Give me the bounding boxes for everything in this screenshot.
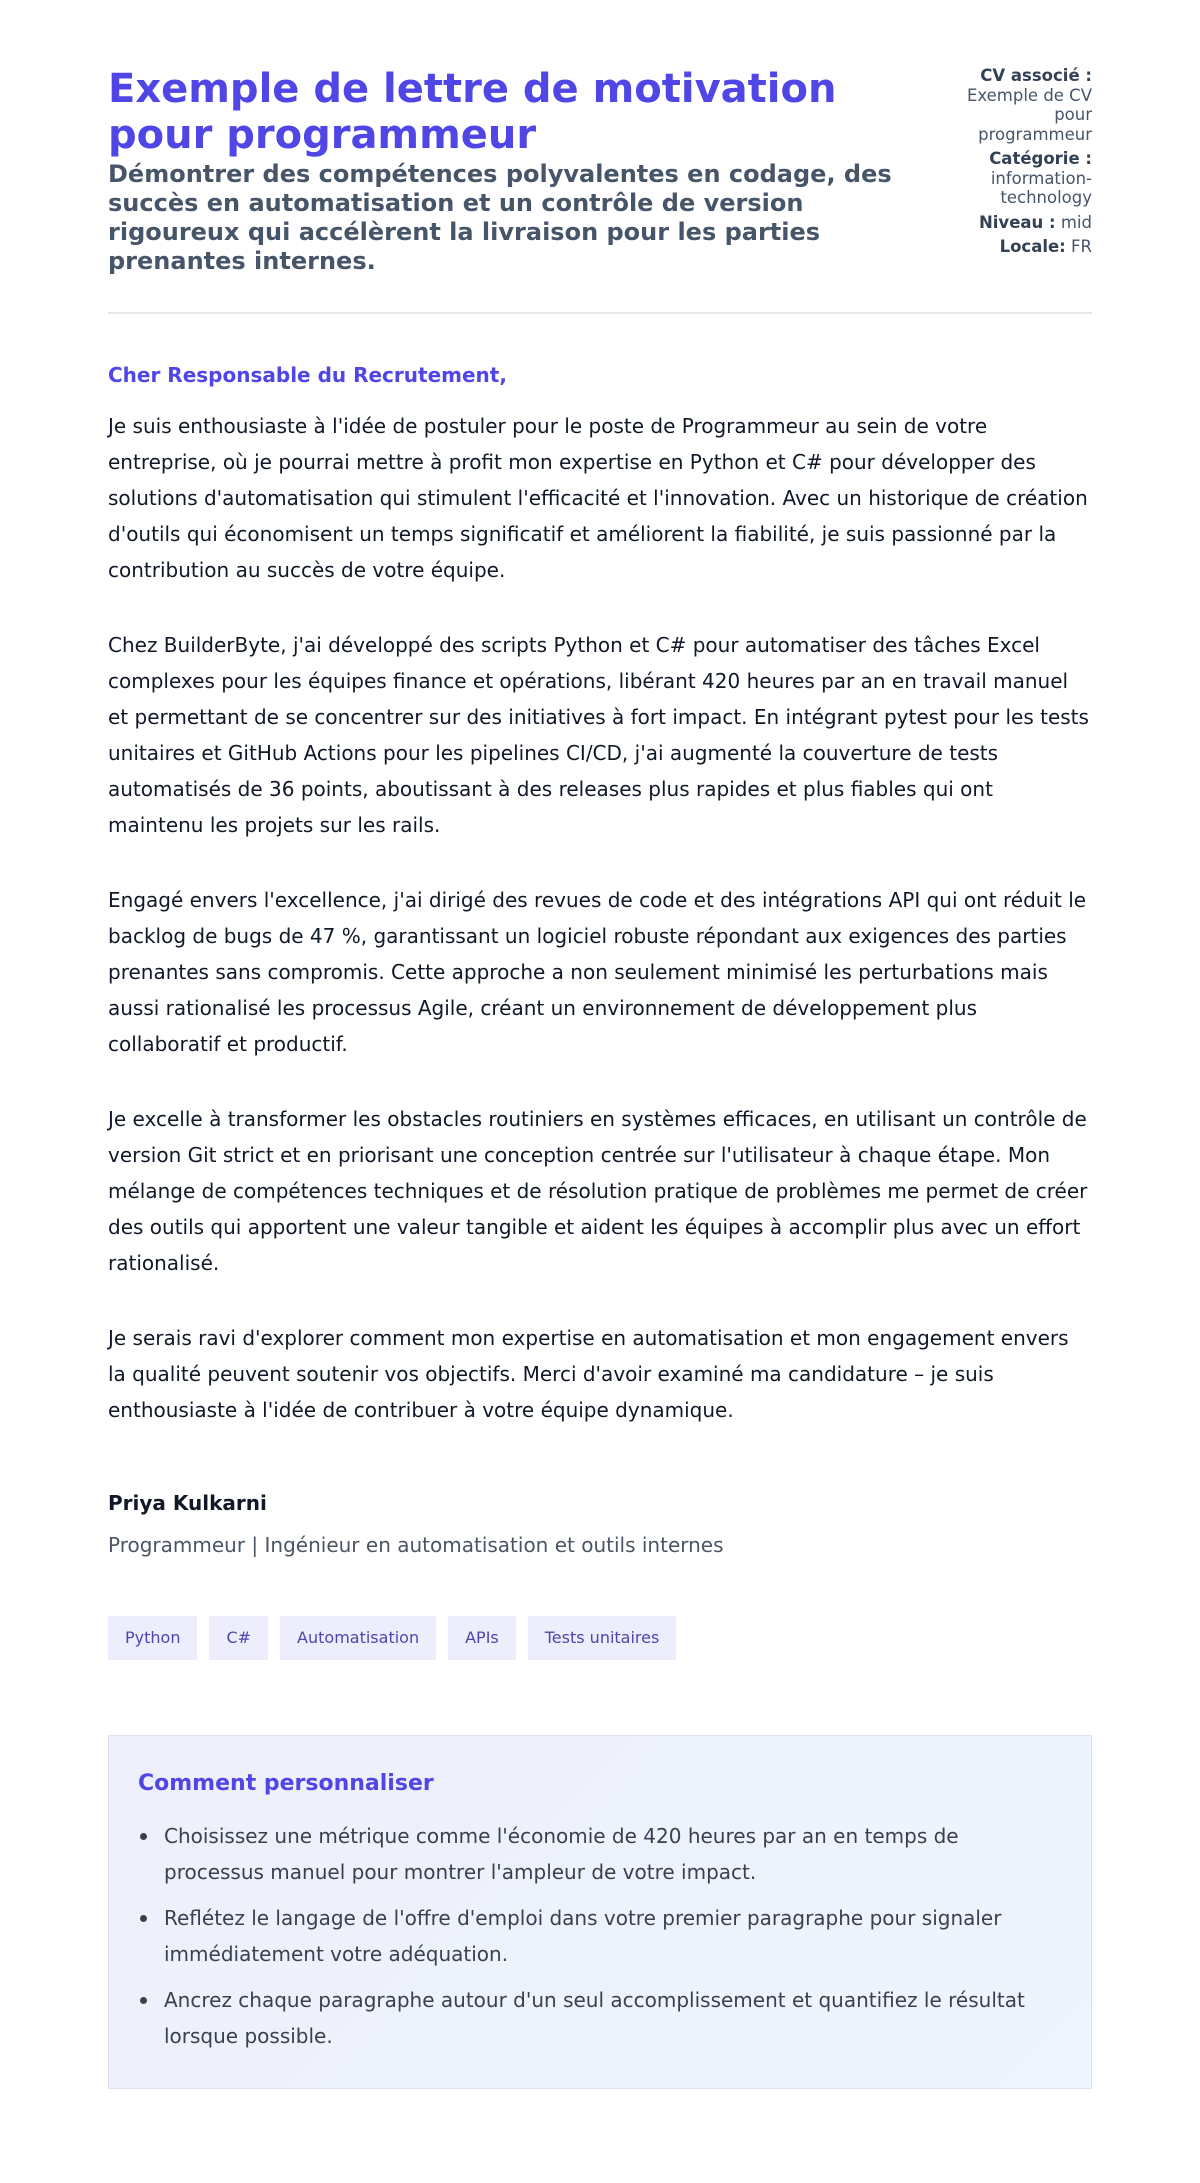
tip-text: Reflétez le langage de l'offre d'emploi dans votre premier paragraphe pour signaler immédiatement votre adéquation.	[164, 1906, 1002, 1966]
meta-label-category: Catégorie :	[989, 149, 1092, 168]
meta-level	[962, 213, 1092, 233]
skill-tag-python: Python	[108, 1616, 197, 1660]
tip-item	[164, 1982, 1061, 2054]
meta-label-level: Niveau :	[978, 212, 1056, 232]
tip-text: Ancrez chaque paragraphe autour d'un seul accomplissement et quantifiez le résultat lorsque possible.	[164, 1988, 1025, 2048]
bullet-icon	[140, 1915, 147, 1922]
page-subtitle: Démontrer des compétences polyvalentes en codage, des succès en automatisation et un contrôle de version rigoureux qui accélèrent la livraison pour les parties prenantes internes.	[108, 160, 892, 275]
meta-label-locale: Locale:	[999, 237, 1066, 256]
skill-tag-apis: APIs	[448, 1616, 516, 1660]
meta-label-cv: CV associé :	[980, 66, 1092, 85]
letter-body	[108, 362, 1092, 1428]
bullet-icon	[140, 1833, 147, 1840]
customization-tips-box	[108, 1735, 1092, 2089]
letter-paragraph: Je suis enthousiaste à l'idée de postuler pour le poste de Programmeur au sein de votre entreprise, où je pourrai mettre à profit mon expertise en Python et C# pour développer des solutions d'automatisation qui stimulent l'efficacité et l'innovation. Avec un historique de création d'outils qui économisent un temps significatif et améliorent la fiabilité, je suis passionné par la contribution au succès de votre équipe.	[108, 414, 1088, 582]
meta-value-category: information-technology	[990, 168, 1092, 207]
meta-value-cv: Exemple de CV pour programmeur	[966, 85, 1092, 144]
header-main	[108, 66, 908, 276]
skill-tag-automation: Automatisation	[280, 1616, 436, 1660]
tips-title: Comment personnaliser	[138, 1771, 434, 1796]
letter-paragraphs	[108, 408, 1092, 1428]
metadata-panel	[962, 66, 1092, 262]
tips-list	[138, 1818, 1061, 2054]
skill-tags	[108, 1616, 1092, 1660]
meta-locale	[962, 237, 1092, 257]
skill-tag-csharp: C#	[209, 1616, 268, 1660]
signature-title: Programmeur | Ingénieur en automatisation et outils internes	[108, 1533, 724, 1557]
letter-paragraph: Je excelle à transformer les obstacles routiniers en systèmes efficaces, en utilisant un contrôle de version Git strict et en priorisant une conception centrée sur l'utilisateur à chaque étape. Mon mélange de compétences techniques et de résolution pratique de problèmes me permet de créer des outils qui apportent une valeur tangible et aident les équipes à accomplir plus avec un effort rationalisé.	[108, 1107, 1088, 1275]
signature-name: Priya Kulkarni	[108, 1491, 267, 1515]
meta-category	[962, 149, 1092, 208]
meta-related-cv	[962, 66, 1092, 144]
tip-item	[164, 1900, 1061, 1972]
letter-paragraph: Chez BuilderByte, j'ai développé des scripts Python et C# pour automatiser des tâches Excel complexes pour les équipes finance et opérations, libérant 420 heures par an en travail manuel et permettant de se concentrer sur des initiatives à fort impact. En intégrant pytest pour les tests unitaires et GitHub Actions pour les pipelines CI/CD, j'ai augmenté la couverture de tests automatisés de 36 points, aboutissant à des releases plus rapides et plus fiables qui ont maintenu les projets sur les rails.	[108, 633, 1089, 837]
letter-paragraph: Engagé envers l'excellence, j'ai dirigé des revues de code et des intégrations API qui ont réduit le backlog de bugs de 47 %, garantissant un logiciel robuste répondant aux exigences des parties prenantes sans compromis. Cette approche a non seulement minimisé les perturbations mais aussi rationalisé les processus Agile, créant un environnement de développement plus collaboratif et productif.	[108, 888, 1087, 1056]
cover-letter-page	[108, 0, 1092, 2089]
bullet-icon	[140, 1997, 147, 2004]
skill-tag-unit-tests: Tests unitaires	[528, 1616, 677, 1660]
meta-value-level: mid	[1060, 212, 1092, 232]
page-title: Exemple de lettre de motivation pour programmeur	[108, 66, 837, 158]
signature-block	[108, 1490, 1092, 1558]
page-header	[108, 66, 1092, 314]
meta-value-locale: FR	[1071, 237, 1092, 256]
salutation: Cher Responsable du Recrutement,	[108, 363, 507, 387]
letter-paragraph: Je serais ravi d'explorer comment mon expertise en automatisation et mon engagement envers la qualité peuvent soutenir vos objectifs. Merci d'avoir examiné ma candidature – je suis enthousiaste à l'idée de contribuer à votre équipe dynamique.	[108, 1326, 1069, 1422]
tip-item	[164, 1818, 1061, 1890]
tip-text: Choisissez une métrique comme l'économie de 420 heures par an en temps de processus manuel pour montrer l'ampleur de votre impact.	[164, 1824, 959, 1884]
